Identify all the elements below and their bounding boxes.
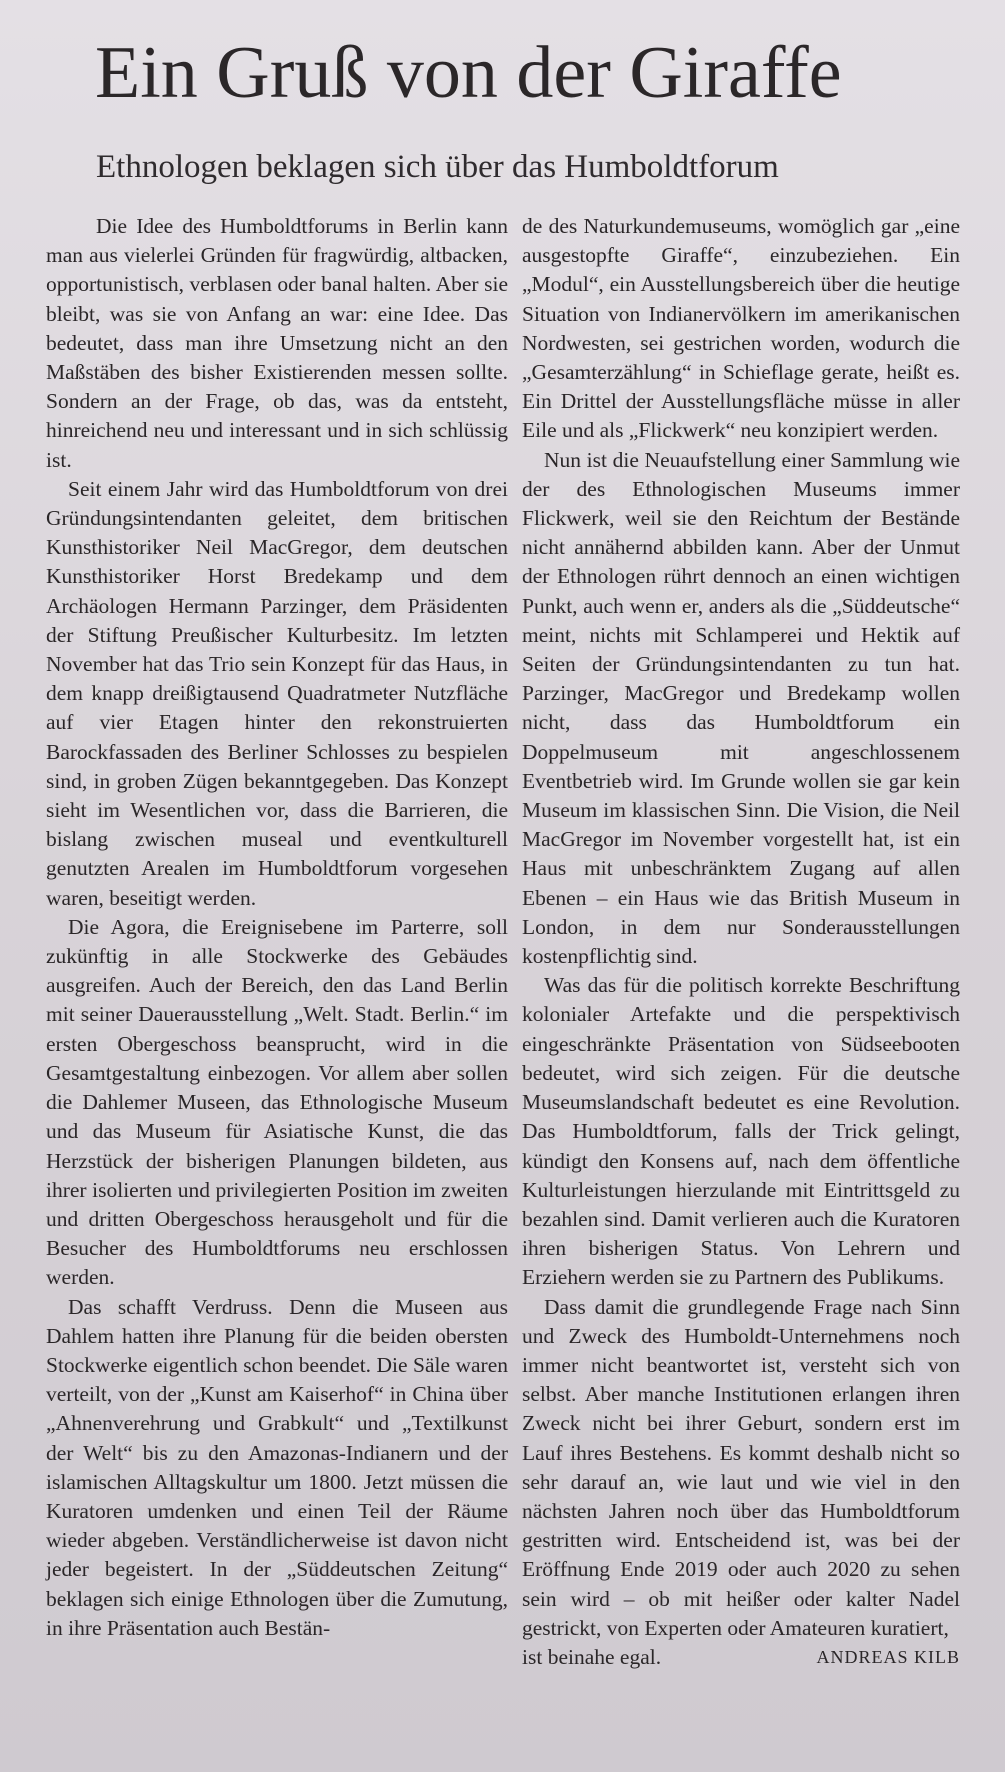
paragraph-end: ist beinahe egal. bbox=[522, 1644, 662, 1669]
paragraph: de des Naturkundemuseums, womöglich gar „eine ausgestopfte Giraffe“, einzubeziehen. Ein „Modul“, ein Ausstellungsbereich über die heutige Situation von Indianervölkern im amerikanischen Nordwesten, sei gestrichen worden, wodurch die „Gesamterzählung“ in Schieflage gerate, heißt es. Ein Drittel der Ausstellungsfläche müsse in aller Eile und als „Flickwerk“ neu konzipiert werden. bbox=[522, 214, 960, 443]
paragraph: Dass damit die grundlegende Frage nach Sinn und Zweck des Humboldt-Unternehmens noch immer nicht beantwortet ist, versteht sich von selbst. Aber manche Institutionen erlangen ihren Zweck nicht bei ihrer Geburt, sondern erst im Lauf ihres Bestehens. Es kommt deshalb nicht so sehr darauf an, wie laut und wie viel in den nächsten Jahren noch über das Humboldtforum gestritten wird. Entscheidend ist, was bei der Eröffnung Ende 2019 oder auch 2020 zu sehen sein wird – ob mit heißer oder kalter Nadel gestrickt, von Experten oder Amateuren kuratiert, bbox=[522, 1294, 960, 1640]
paragraph: Seit einem Jahr wird das Humboldtforum von drei Gründungsintendanten geleitet, dem britischen Kunsthistoriker Neil MacGregor, dem deutschen Kunsthistoriker Horst Bredekamp und dem Archäologen Hermann Parzinger, dem Präsidenten der Stiftung Preußischer Kulturbesitz. Im letzten November hat das Trio sein Konzept für das Haus, in dem knapp dreißigtausend Quadratmeter Nutzfläche auf vier Etagen hinter den rekonstruierten Barockfassaden des Berliner Schlosses zu bespielen sind, in groben Zügen bekanntgegeben. Das Konzept sieht im Wesentlichen vor, dass die Barrieren, die bislang zwischen museal und eventkulturell genutzten Arealen im Humboldtforum vorgesehen waren, beseitigt werden. bbox=[46, 476, 508, 910]
paragraph: Was das für die politisch korrekte Beschriftung kolonialer Artefakte und die perspektivisch eingeschränkte Präsentation von Südseebooten bedeutet, wird sich zeigen. Für die deutsche Museumslandschaft bedeutet es eine Revolution. Das Humboldtforum, falls der Trick gelingt, kündigt den Konsens auf, nach dem öffentliche Kulturleistungen hierzulande mit Eintrittsgeld zu bezahlen sind. Damit verlieren auch die Kuratoren ihren bisherigen Status. Von Lehrern und Erziehern werden sie zu Partnern des Publikums. bbox=[522, 973, 960, 1290]
byline: ANDREAS KILB bbox=[816, 1646, 960, 1667]
paragraph: Nun ist die Neuaufstellung einer Sammlung wie der des Ethnologischen Museums immer Flickwerk, weil sie den Reichtum der Bestände nicht annähernd abbilden kann. Aber der Unmut der Ethnologen rührt dennoch an einen wichtigen Punkt, auch wenn er, anders als die „Süddeutsche“ meint, nichts mit Schlamperei und Hektik auf Seiten der Gründungsintendanten zu tun hat. Parzinger, MacGregor und Bredekamp wollen nicht, dass das Humboldtforum ein Doppelmuseum mit angeschlossenem Eventbetrieb wird. Im Grunde wollen sie gar kein Museum im klassischen Sinn. Die Vision, die Neil MacGregor im November vorgestellt hat, ist ein Haus mit unbeschränktem Zugang auf allen Ebenen – ein Haus wie das British Museum in London, in dem nur Sonderausstellungen kostenpflichtig sind. bbox=[522, 447, 960, 969]
left-column bbox=[46, 212, 508, 1643]
headline: Ein Gruß von der Giraffe bbox=[95, 32, 842, 114]
paragraph: Das schafft Verdruss. Denn die Museen aus Dahlem hatten ihre Planung für die beiden obersten Stockwerke eigentlich schon beendet. Die Säle waren verteilt, von der „Kunst am Kaiserhof“ in China über „Ahnenverehrung und Grabkult“ und „Textilkunst der Welt“ bis zu den Amazonas-Indianern und der islamischen Alltagskultur um 1800. Jetzt müssen die Kuratoren umdenken und einen Teil der Räume wieder abgeben. Verständlicherweise ist davon nicht jeder begeistert. In der „Süddeutschen Zeitung“ beklagen sich einige Ethnologen über die Zumutung, in ihre Präsentation auch Bestän- bbox=[46, 1294, 508, 1640]
right-column bbox=[522, 212, 960, 1672]
subheadline: Ethnologen beklagen sich über das Humboldtforum bbox=[96, 149, 779, 185]
paragraph: Die Agora, die Ereignisebene im Parterre, soll zukünftig in alle Stockwerke des Gebäudes ausgreifen. Auch der Bereich, den das Land Berlin mit seiner Dauerausstellung „Welt. Stadt. Berlin.“ im ersten Obergeschoss beansprucht, wird in die Gesamtgestaltung einbezogen. Vor allem aber sollen die Dahlemer Museen, das Ethnologische Museum und das Museum für Asiatische Kunst, die das Herzstück der bisherigen Planungen bildeten, aus ihrer isolierten und privilegierten Position im zweiten und dritten Obergeschoss herausgeholt und für die Besucher des Humboldtforums neu erschlossen werden. bbox=[46, 914, 508, 1290]
closing-line bbox=[522, 1643, 960, 1672]
paragraph: Die Idee des Humboldtforums in Berlin kann man aus vielerlei Gründen für fragwürdig, altbacken, opportunistisch, verblasen oder banal halten. Aber sie bleibt, was sie von Anfang an war: eine Idee. Das bedeutet, dass man ihre Umsetzung nicht an den Maßstäben des bisher Existierenden messen sollte. Sondern an der Frage, ob das, was da entsteht, hinreichend neu und interessant und in sich schlüssig ist. bbox=[46, 214, 508, 472]
